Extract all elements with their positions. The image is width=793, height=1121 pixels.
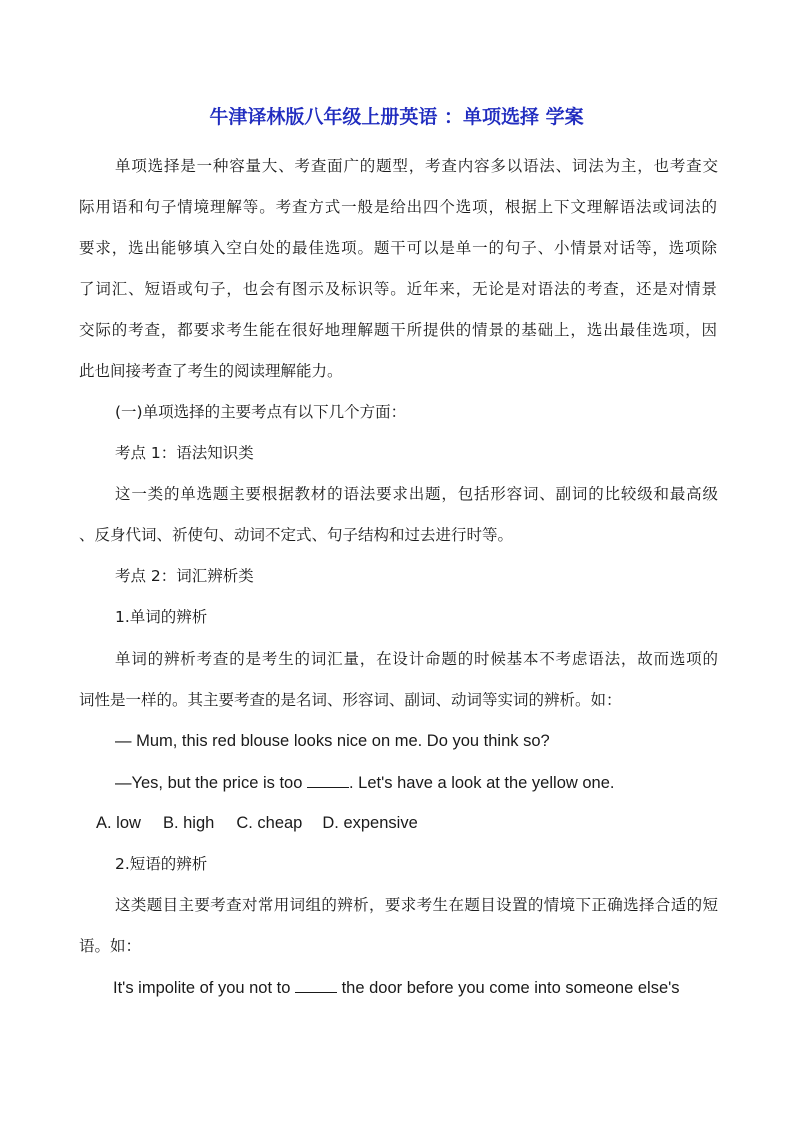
answer-blank <box>307 771 349 788</box>
sub1-text-line-2: 词性是一样的。其主要考查的是名词、形容词、副词、动词等实词的辨析。如： <box>79 691 622 709</box>
option-d: D. expensive <box>322 814 418 832</box>
example2-line <box>113 976 680 999</box>
example1-line-2 <box>115 771 614 794</box>
point1-heading: 考点 1：语法知识类 <box>115 444 254 462</box>
document-title: 牛津译林版八年级上册英语 ：单项选择 学案 <box>209 106 584 128</box>
option-b: B. high <box>162 814 215 832</box>
section-heading: (一)单项选择的主要考点有以下几个方面： <box>115 403 407 421</box>
point1-text-line-1: 这一类的单选题主要根据教材的语法要求出题，包括形容词、副词的比较级和最高级 <box>115 485 718 503</box>
intro-line-1: 单项选择是一种容量大、考查面广的题型，考查内容多以语法、词法为主，也考查交 <box>115 157 718 175</box>
sub1-heading: 1.单词的辨析 <box>115 608 208 626</box>
example2-after: the door before you come into someone else's <box>337 979 680 997</box>
intro-line-3: 要求，选出能够填入空白处的最佳选项。题干可以是单一的句子、小情景对话等，选项除 <box>79 239 717 257</box>
sub2-text-line-2: 语。如： <box>79 937 142 955</box>
intro-line-4: 了词汇、短语或句子，也会有图示及标识等。近年来，无论是对语法的考查，还是对情景 <box>79 280 717 298</box>
option-a: A. low <box>96 814 141 832</box>
example1-line-2-before: —Yes, but the price is too <box>115 774 307 792</box>
point1-text-line-2: 、反身代词、祈使句、动词不定式、句子结构和过去进行时等。 <box>79 526 514 544</box>
example1-options <box>96 812 418 834</box>
sub1-text-line-1: 单词的辨析考查的是考生的词汇量，在设计命题的时候基本不考虑语法，故而选项的 <box>115 650 718 668</box>
intro-line-5: 交际的考查，都要求考生能在很好地理解题干所提供的情景的基础上，选出最佳选项，因 <box>79 321 717 339</box>
answer-blank <box>295 976 337 993</box>
sub2-text-line-1: 这类题目主要考查对常用词组的辨析，要求考生在题目设置的情境下正确选择合适的短 <box>115 896 718 914</box>
example1-line-1: — Mum, this red blouse looks nice on me. Do you think so? <box>115 732 550 750</box>
sub2-heading: 2.短语的辨析 <box>115 855 208 873</box>
option-c: C. cheap <box>236 814 303 832</box>
example1-line-2-after: . Let's have a look at the yellow one. <box>349 774 615 792</box>
intro-line-2: 际用语和句子情境理解等。考查方式一般是给出四个选项，根据上下文理解语法或词法的 <box>79 198 717 216</box>
intro-line-6: 此也间接考查了考生的阅读理解能力。 <box>79 362 343 380</box>
point2-heading: 考点 2：词汇辨析类 <box>115 567 254 585</box>
example2-before: It's impolite of you not to <box>113 979 295 997</box>
